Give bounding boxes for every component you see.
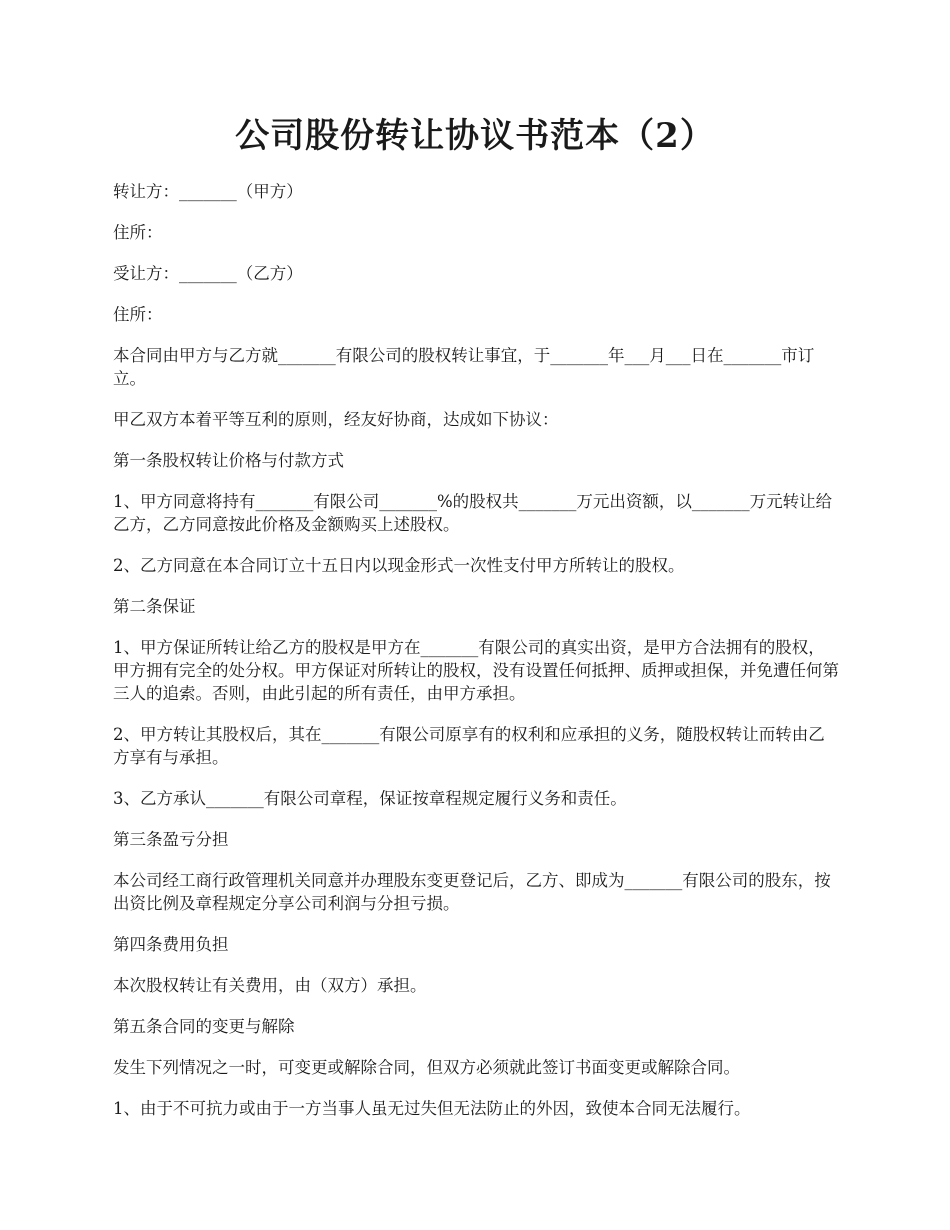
article-4-body: 本次股权转让有关费用，由（双方）承担。 — [113, 976, 427, 995]
party-a-line: 转让方：_______（甲方） — [113, 182, 303, 201]
article-3-heading: 第三条盈亏分担 — [113, 830, 229, 849]
article-1-clause-1: 1、甲方同意将持有_______有限公司_______%的股权共_______万元出资额，以_______万元转让给乙方，乙方同意按此价格及金额购买上述股权。 — [113, 492, 833, 534]
article-5-body: 发生下列情况之一时，可变更或解除合同，但双方必须就此签订书面变更或解除合同。 — [113, 1058, 740, 1077]
party-b-line: 受让方：_______（乙方） — [113, 264, 303, 283]
article-2-clause-3: 3、乙方承认_______有限公司章程，保证按章程规定履行义务和责任。 — [113, 789, 627, 808]
article-4-heading: 第四条费用负担 — [113, 935, 229, 954]
party-a-address: 住所： — [113, 223, 163, 242]
article-1-clause-2: 2、乙方同意在本合同订立十五日内以现金形式一次性支付甲方所转让的股权。 — [113, 556, 685, 575]
document-body — [113, 180, 840, 1138]
article-5-heading: 第五条合同的变更与解除 — [113, 1017, 295, 1036]
party-b-address: 住所： — [113, 305, 163, 324]
document-title: 公司股份转让协议书范本（2） — [235, 116, 715, 156]
article-2-clause-2: 2、甲方转让其股权后，其在_______有限公司原享有的权利和应承担的义务，随股权转让而转由乙方享有与承担。 — [113, 725, 825, 767]
contract-intro: 本合同由甲方与乙方就_______有限公司的股权转让事宜，于_______年___月___日在_______市订立。 — [113, 346, 815, 388]
agreement-statement: 甲乙双方本着平等互利的原则，经友好协商，达成如下协议： — [113, 410, 559, 429]
article-2-clause-1: 1、甲方保证所转让给乙方的股权是甲方在_______有限公司的真实出资，是甲方合法拥有的股权，甲方拥有完全的处分权。甲方保证对所转让的股权，没有设置任何抵押、质押或担保，并免遭任何第三人的追索。否则，由此引起的所有责任，由甲方承担。 — [113, 638, 839, 703]
article-3-body: 本公司经工商行政管理机关同意并办理股东变更登记后，乙方、即成为_______有限公司的股东，按出资比例及章程规定分享公司利润与分担亏损。 — [113, 871, 831, 913]
article-5-clause-1: 1、由于不可抗力或由于一方当事人虽无过失但无法防止的外因，致使本合同无法履行。 — [113, 1099, 751, 1118]
article-2-heading: 第二条保证 — [113, 597, 196, 616]
article-1-heading: 第一条股权转让价格与付款方式 — [113, 451, 344, 470]
